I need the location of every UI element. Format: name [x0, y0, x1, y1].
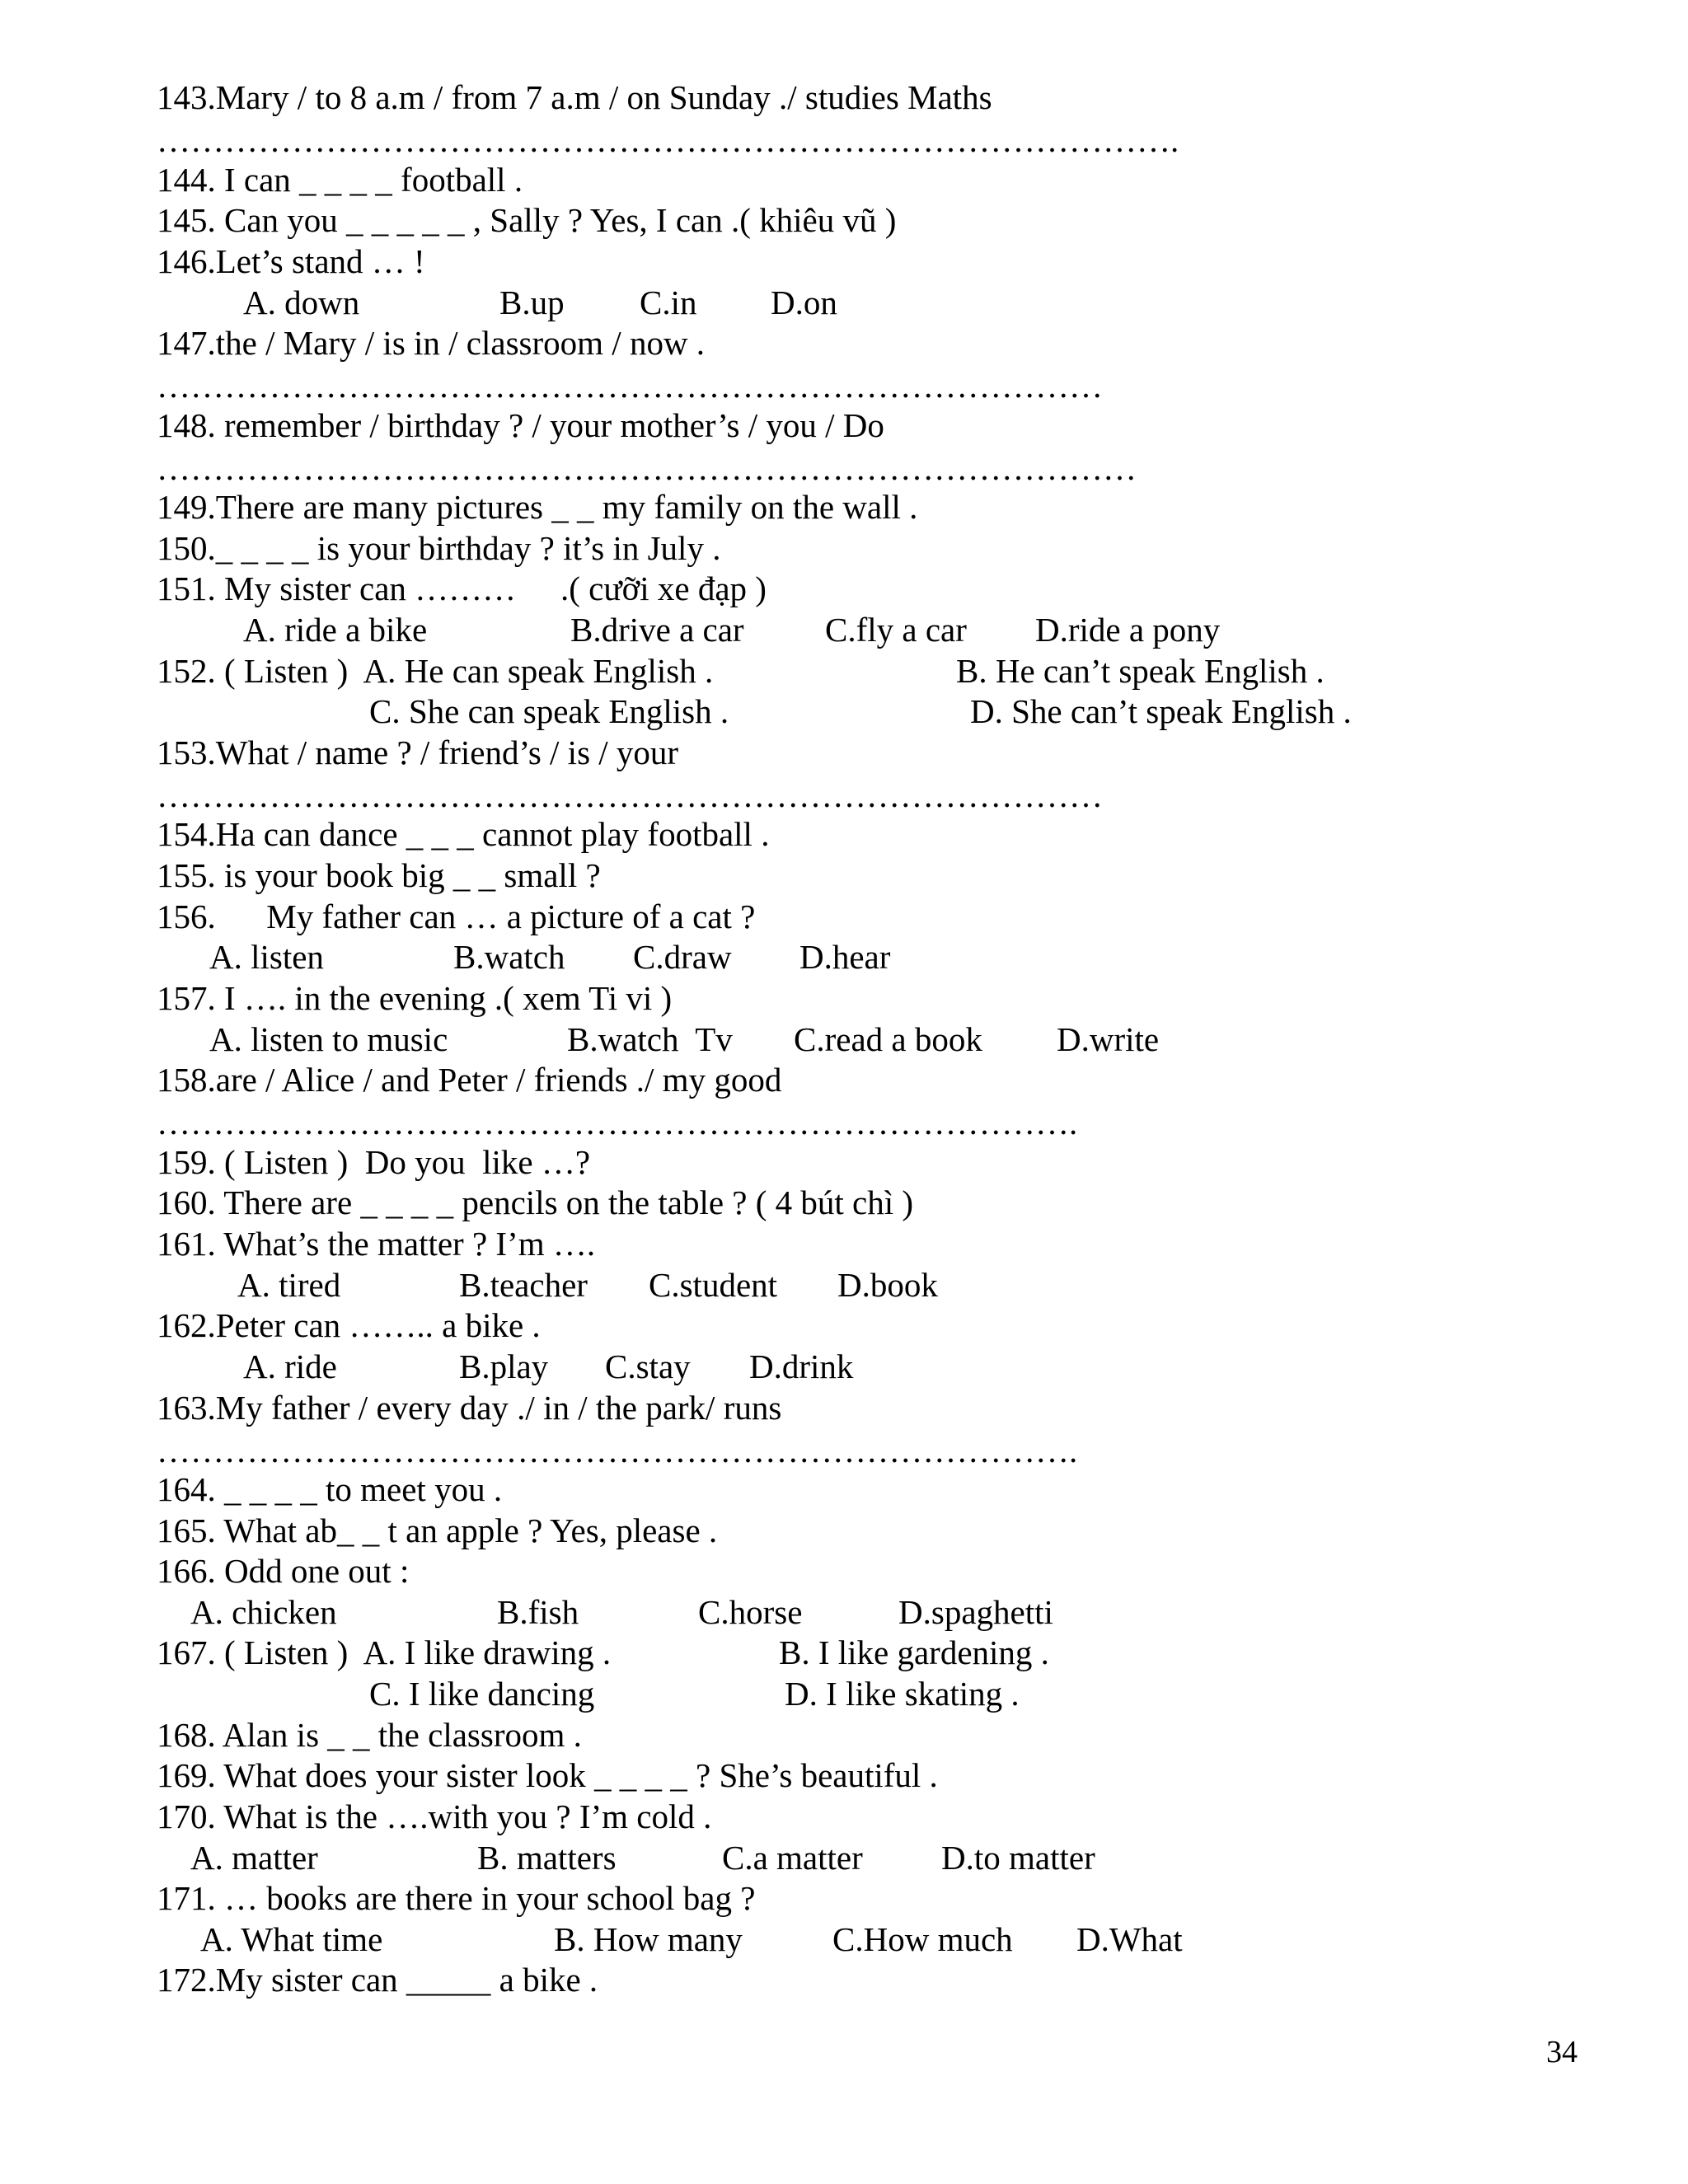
option-c: C.read a book: [794, 1020, 982, 1058]
option-a: A. chicken: [190, 1593, 337, 1631]
question-144: 144. I can _ _ _ _ football .: [157, 161, 523, 199]
question-153: 153.What / name ? / friend’s / is / your: [157, 733, 679, 771]
option-d: D.to matter: [941, 1839, 1095, 1877]
option-c: C. I like dancing: [369, 1675, 595, 1713]
page-number: 34: [1546, 2035, 1578, 2069]
question-156: 156. My father can … a picture of a cat ?: [157, 898, 756, 935]
option-a: A. listen to music: [209, 1020, 448, 1058]
answer-line: ……………………………………………………………………………: [157, 449, 1137, 487]
option-b: B.watch Tv: [567, 1020, 733, 1058]
option-d: D.write: [1057, 1020, 1160, 1058]
option-c: C. She can speak English .: [369, 692, 729, 730]
option-a: A. matter: [190, 1839, 318, 1877]
question-164: 164. _ _ _ _ to meet you .: [157, 1470, 503, 1508]
option-d: D. She can’t speak English .: [970, 692, 1352, 730]
option-b: B. How many: [554, 1920, 743, 1958]
option-d: D.What: [1076, 1920, 1183, 1958]
option-a: A. tired: [237, 1266, 341, 1304]
option-b: B.play: [459, 1347, 549, 1385]
option-c: C.horse: [698, 1593, 803, 1631]
option-b: B.fish: [497, 1593, 579, 1631]
option-d: D.drink: [749, 1347, 854, 1385]
question-149: 149.There are many pictures _ _ my family on the wall .: [157, 488, 918, 526]
option-d: D.ride a pony: [1035, 611, 1221, 649]
question-157: 157. I …. in the evening .( xem Ti vi ): [157, 979, 673, 1017]
option-d: D.book: [837, 1266, 938, 1304]
option-b: B.drive a car: [570, 611, 744, 649]
question-155: 155. is your book big _ _ small ?: [157, 856, 601, 894]
answer-line: ……………………………………………………………………….: [157, 1432, 1078, 1469]
option-d: D.on: [771, 284, 837, 321]
question-158: 158.are / Alice / and Peter / friends ./ my good: [157, 1061, 782, 1099]
question-167: 167. ( Listen ) A. I like drawing .: [157, 1633, 612, 1671]
question-145: 145. Can you _ _ _ _ _ , Sally ? Yes, I can .( khiêu vũ ): [157, 201, 897, 239]
option-a: A. ride a bike: [243, 611, 428, 649]
question-162: 162.Peter can …….. a bike .: [157, 1306, 541, 1344]
option-c: C.student: [649, 1266, 778, 1304]
question-152: 152. ( Listen ) A. He can speak English .: [157, 652, 714, 690]
question-150: 150._ _ _ _ is your birthday ? it’s in July .: [157, 529, 721, 567]
option-b: B. I like gardening .: [779, 1633, 1049, 1671]
option-c: C.in: [640, 284, 697, 321]
question-163: 163.My father / every day ./ in / the park/ runs: [157, 1389, 782, 1427]
option-c: C.fly a car: [825, 611, 967, 649]
answer-line: …………………………………………………………………………: [157, 367, 1103, 405]
option-c: C.draw: [633, 938, 732, 976]
option-a: A. ride: [243, 1347, 337, 1385]
question-159: 159. ( Listen ) Do you like …?: [157, 1143, 591, 1181]
option-b: B.teacher: [459, 1266, 588, 1304]
question-165: 165. What ab_ _ t an apple ? Yes, please .: [157, 1511, 718, 1549]
option-b: B.up: [499, 284, 565, 321]
option-b: B.watch: [453, 938, 565, 976]
question-143: 143.Mary / to 8 a.m / from 7 a.m / on Sunday ./ studies Maths: [157, 78, 992, 116]
option-b: B. matters: [477, 1839, 617, 1877]
question-161: 161. What’s the matter ? I’m ….: [157, 1225, 596, 1263]
question-160: 160. There are _ _ _ _ pencils on the table ? ( 4 bút chì ): [157, 1183, 914, 1221]
option-a: A. listen: [209, 938, 324, 976]
option-c: C.stay: [605, 1347, 691, 1385]
option-b: B. He can’t speak English .: [956, 652, 1325, 690]
option-c: C.How much: [832, 1920, 1013, 1958]
answer-line: …………………………………………………………………………: [157, 776, 1103, 814]
option-a: A. What time: [200, 1920, 383, 1958]
answer-line: ……………………………………………………………………………….: [157, 121, 1179, 159]
option-d: D.spaghetti: [898, 1593, 1053, 1631]
question-171: 171. … books are there in your school bag ?: [157, 1879, 756, 1917]
option-c: C.a matter: [722, 1839, 863, 1877]
question-170: 170. What is the ….with you ? I’m cold .: [157, 1797, 712, 1835]
question-151: 151. My sister can ………: [157, 569, 517, 607]
question-166: 166. Odd one out :: [157, 1552, 410, 1590]
option-d: D. I like skating .: [785, 1675, 1020, 1713]
option-d: D.hear: [799, 938, 891, 976]
answer-line: ……………………………………………………………………….: [157, 1104, 1078, 1141]
question-168: 168. Alan is _ _ the classroom .: [157, 1716, 582, 1754]
question-147: 147.the / Mary / is in / classroom / now .: [157, 324, 706, 362]
question-151-hint: .( cưỡi xe đạp ): [560, 569, 767, 607]
question-148: 148. remember / birthday ? / your mother’s / you / Do: [157, 406, 884, 444]
question-172: 172.My sister can _____ a bike .: [157, 1961, 598, 1999]
option-a: A. down: [243, 284, 360, 321]
question-169: 169. What does your sister look _ _ _ _ ? She’s beautiful .: [157, 1756, 938, 1794]
question-146: 146.Let’s stand … !: [157, 242, 425, 280]
question-154: 154.Ha can dance _ _ _ cannot play football .: [157, 815, 770, 853]
